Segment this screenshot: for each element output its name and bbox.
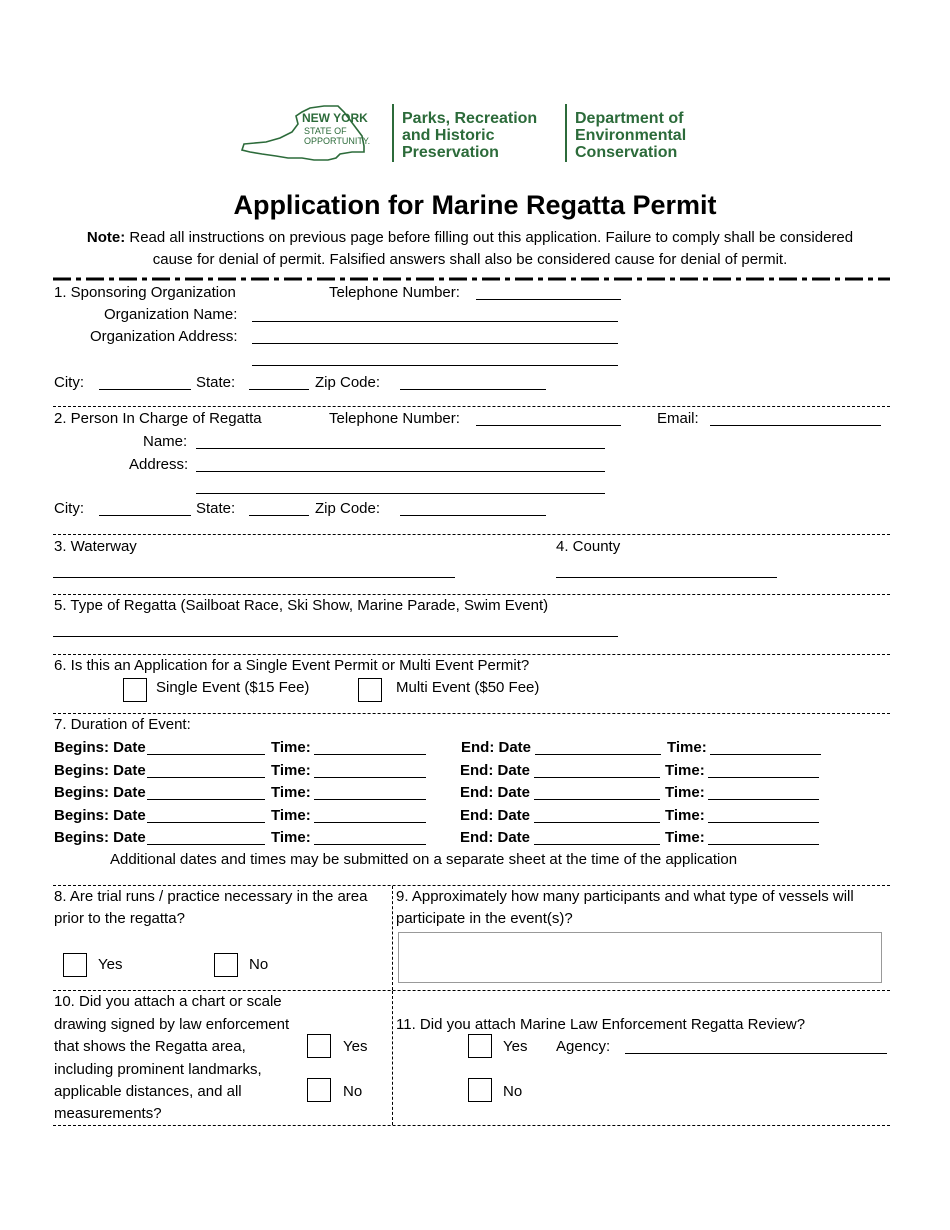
begins-time-field[interactable]: [314, 785, 426, 800]
s10-yes-checkbox[interactable]: [307, 1034, 331, 1058]
s2-zip-label: Zip Code:: [315, 500, 381, 517]
s5-type-field[interactable]: [53, 622, 618, 637]
s1-org-address-field-2[interactable]: [252, 351, 618, 366]
note-line-2: cause for denial of permit. Falsified answers shall also be considered cause for denial of permit.: [152, 251, 788, 268]
s9-line-2: participate in the event(s)?: [396, 910, 573, 927]
state-tagline-2: OPPORTUNITY.: [304, 136, 371, 146]
end-time-label: Time:: [665, 807, 705, 824]
end-date-label: End: Date: [460, 807, 531, 824]
s6-single-checkbox[interactable]: [123, 678, 147, 702]
s10-line-6: measurements?: [54, 1105, 162, 1122]
s1-telephone-field[interactable]: [476, 285, 621, 300]
s1-city-label: City:: [54, 374, 84, 391]
end-date-field[interactable]: [534, 785, 660, 800]
s10-line-2: drawing signed by law enforcement: [54, 1016, 290, 1033]
state-name: NEW YORK: [302, 111, 368, 125]
s6-single-label: Single Event ($15 Fee): [156, 679, 310, 696]
end-date-field[interactable]: [535, 740, 661, 755]
s10-line-3: that shows the Regatta area,: [54, 1038, 246, 1055]
begins-time-label: Time:: [271, 739, 311, 756]
begins-date-label: Begins: Date: [54, 739, 146, 756]
begins-time-label: Time:: [271, 784, 311, 801]
end-date-label: End: Date: [460, 784, 531, 801]
s2-state-label: State:: [196, 500, 236, 517]
s3-heading: 3. Waterway: [54, 538, 137, 555]
s2-state-field[interactable]: [249, 501, 309, 516]
begins-date-label: Begins: Date: [54, 807, 146, 824]
s1-telephone-label: Telephone Number:: [329, 284, 460, 301]
s2-zip-field[interactable]: [400, 501, 546, 516]
s8-no-checkbox[interactable]: [214, 953, 238, 977]
s8-yes-checkbox[interactable]: [63, 953, 87, 977]
divider: [53, 885, 890, 886]
s1-org-address-label: Organization Address:: [90, 328, 238, 345]
s6-multi-label: Multi Event ($50 Fee): [396, 679, 540, 696]
begins-date-field[interactable]: [147, 830, 265, 845]
s5-heading: 5. Type of Regatta (Sailboat Race, Ski Show, Marine Parade, Swim Event): [54, 597, 549, 614]
begins-time-field[interactable]: [314, 740, 426, 755]
end-time-label: Time:: [665, 784, 705, 801]
begins-date-field[interactable]: [147, 763, 265, 778]
begins-date-label: Begins: Date: [54, 762, 146, 779]
begins-date-label: Begins: Date: [54, 784, 146, 801]
end-date-label: End: Date: [460, 762, 531, 779]
begins-time-label: Time:: [271, 829, 311, 846]
begins-date-label: Begins: Date: [54, 829, 146, 846]
parks-line-3: Preservation: [402, 144, 499, 161]
s10-line-4: including prominent landmarks,: [54, 1061, 262, 1078]
dash-dot-separator: [53, 276, 890, 282]
s2-address-label: Address:: [129, 456, 189, 473]
column-divider: [392, 886, 393, 990]
end-time-label: Time:: [665, 829, 705, 846]
s9-line-1: 9. Approximately how many participants and what type of vessels will: [396, 888, 854, 905]
s1-zip-field[interactable]: [400, 375, 546, 390]
divider: [53, 713, 890, 714]
divider: [53, 1125, 890, 1126]
begins-date-field[interactable]: [147, 808, 265, 823]
note-label: Note:: [86, 229, 126, 246]
s2-email-label: Email:: [657, 410, 699, 427]
s1-city-field[interactable]: [99, 375, 191, 390]
s1-state-label: State:: [196, 374, 236, 391]
s1-org-address-field[interactable]: [252, 329, 618, 344]
s11-yes-label: Yes: [503, 1038, 528, 1055]
s11-yes-checkbox[interactable]: [468, 1034, 492, 1058]
begins-time-label: Time:: [271, 762, 311, 779]
end-time-field[interactable]: [708, 763, 819, 778]
s10-line-1: 10. Did you attach a chart or scale: [54, 993, 282, 1010]
s2-city-field[interactable]: [99, 501, 191, 516]
s1-zip-label: Zip Code:: [315, 374, 381, 391]
s8-yes-label: Yes: [98, 956, 123, 973]
divider: [53, 534, 890, 535]
end-date-label: End: Date: [461, 739, 532, 756]
s11-agency-label: Agency:: [556, 1038, 611, 1055]
s10-line-5: applicable distances, and all: [54, 1083, 242, 1100]
s3-waterway-field[interactable]: [53, 563, 455, 578]
dec-line-3: Conservation: [575, 144, 678, 161]
s9-answer-field[interactable]: [398, 932, 882, 983]
logo-divider-2: [565, 104, 567, 162]
s2-address-field-2[interactable]: [196, 479, 605, 494]
s11-heading: 11. Did you attach Marine Law Enforcement Regatta Review?: [396, 1016, 806, 1033]
s2-name-field[interactable]: [196, 434, 605, 449]
s11-no-label: No: [503, 1083, 523, 1100]
end-time-field[interactable]: [708, 785, 819, 800]
s6-multi-checkbox[interactable]: [358, 678, 382, 702]
begins-date-field[interactable]: [147, 785, 265, 800]
end-time-field[interactable]: [708, 830, 819, 845]
s8-line-2: prior to the regatta?: [54, 910, 185, 927]
s2-heading: 2. Person In Charge of Regatta: [54, 410, 262, 427]
s1-org-name-field[interactable]: [252, 307, 618, 322]
end-date-field[interactable]: [534, 830, 660, 845]
s10-no-checkbox[interactable]: [307, 1078, 331, 1102]
begins-time-field[interactable]: [314, 830, 426, 845]
s8-no-label: No: [249, 956, 269, 973]
s10-no-label: No: [343, 1083, 363, 1100]
s2-telephone-label: Telephone Number:: [329, 410, 460, 427]
s4-county-field[interactable]: [556, 563, 777, 578]
note-text-1: Read all instructions on previous page before filling out this application. Failure to comply shall be considered: [125, 229, 854, 246]
note-line-1: [0, 229, 940, 247]
begins-time-label: Time:: [271, 807, 311, 824]
begins-time-field[interactable]: [314, 808, 426, 823]
s2-city-label: City:: [54, 500, 84, 517]
divider: [53, 594, 890, 595]
logo-divider: [392, 104, 394, 162]
state-tagline-1: STATE OF: [304, 126, 347, 136]
s1-heading: 1. Sponsoring Organization: [54, 284, 236, 301]
begins-time-field[interactable]: [314, 763, 426, 778]
divider: [53, 406, 890, 407]
s7-footnote: Additional dates and times may be submitted on a separate sheet at the time of the application: [110, 851, 738, 868]
s2-name-label: Name:: [143, 433, 188, 450]
begins-date-field[interactable]: [147, 740, 265, 755]
divider: [53, 654, 890, 655]
s1-state-field[interactable]: [249, 375, 309, 390]
page-title: Application for Marine Regatta Permit: [233, 190, 717, 220]
s4-heading: 4. County: [556, 538, 621, 555]
s11-agency-field[interactable]: [625, 1039, 887, 1054]
divider: [53, 990, 890, 991]
s1-org-name-label: Organization Name:: [104, 306, 238, 323]
end-date-field[interactable]: [534, 763, 660, 778]
s7-heading: 7. Duration of Event:: [54, 716, 191, 733]
s11-no-checkbox[interactable]: [468, 1078, 492, 1102]
end-time-label: Time:: [665, 762, 705, 779]
dec-line-1: Department of: [575, 110, 684, 127]
dec-line-2: Environmental: [575, 127, 687, 144]
parks-line-2: and Historic: [402, 127, 495, 144]
column-divider: [392, 991, 393, 1125]
s2-telephone-field[interactable]: [476, 411, 621, 426]
end-date-label: End: Date: [460, 829, 531, 846]
end-time-field[interactable]: [710, 740, 821, 755]
end-time-field[interactable]: [708, 808, 819, 823]
s8-line-1: 8. Are trial runs / practice necessary in the area: [54, 888, 368, 905]
s2-address-field[interactable]: [196, 457, 605, 472]
s10-yes-label: Yes: [343, 1038, 368, 1055]
s6-heading: 6. Is this an Application for a Single Event Permit or Multi Event Permit?: [54, 657, 530, 674]
end-date-field[interactable]: [534, 808, 660, 823]
s2-email-field[interactable]: [710, 411, 881, 426]
parks-line-1: Parks, Recreation: [402, 110, 538, 127]
end-time-label: Time:: [667, 739, 707, 756]
